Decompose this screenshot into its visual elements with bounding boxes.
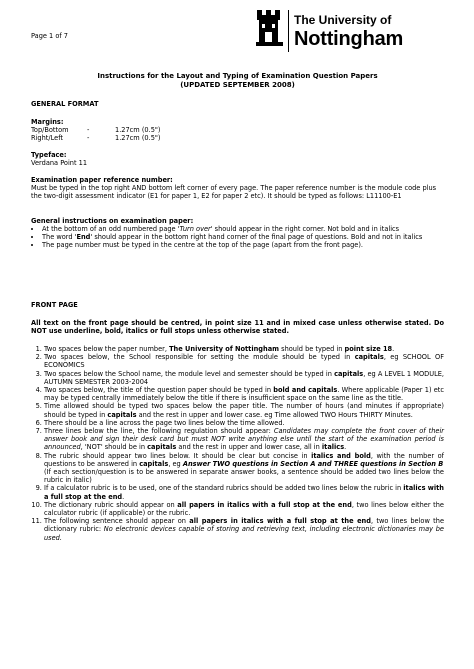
margin-label: Top/Bottom: [31, 126, 69, 134]
margin-value: 1.27cm (0.5"): [115, 126, 161, 134]
list-item: 1. Two spaces below the paper number, The University of Nottingham should be typed in point size 18.: [44, 345, 444, 353]
typeface-heading: Typeface:: [31, 151, 67, 159]
front-page-heading: FRONT PAGE: [31, 301, 78, 309]
margin-row: [31, 134, 444, 142]
general-instructions-list: [31, 225, 444, 250]
list-item: 8. The rubric should appear two lines below. It should be clear but concise in italics and bold, with the number of questions to be answered in capitals, eg Answer TWO questions in Section A and THREE questions in Section B (If each section/question is to be answered in separate answer books, a sentence should be added two lines below the rubric in italic): [44, 452, 444, 485]
castle-crest-icon: [256, 8, 286, 52]
margin-dash: -: [87, 126, 90, 134]
logo-divider: [288, 10, 289, 52]
list-item: 9. If a calculator rubric is to be used, one of the standard rubrics should be added two lines below the rubric in italics with a full stop at the end.: [44, 484, 444, 500]
margin-value: 1.27cm (0.5"): [115, 134, 161, 143]
reference-text: Must be typed in the top right AND bottom left corner of every page. The paper reference number is the module code plus the two-digit assessment indicator (E1 for paper 1, E2 for paper 2 etc). It should be typed as follows: L11100-E1: [31, 184, 437, 201]
title-line-1: Instructions for the Layout and Typing of Examination Question Papers: [97, 72, 378, 80]
document-title: [31, 72, 444, 90]
university-logo: [256, 8, 416, 58]
list-item: 6. There should be a line across the page two lines below the time allowed.: [44, 419, 444, 427]
list-item: 11. The following sentence should appear on all papers in italics with a full stop at the end, two lines below the dictionary rubric: No electronic devices capable of storing and retrieving text, including electronic dictionaries may be used.: [44, 517, 444, 542]
margin-dash: -: [87, 134, 90, 143]
margins-heading: Margins:: [31, 118, 64, 126]
list-item: • The word 'End' should appear in the bottom right hand corner of the final page of questions. Bold and not in italics: [42, 233, 444, 241]
typeface-value: Verdana Point 11: [31, 159, 88, 167]
list-item: • The page number must be typed in the centre at the top of the page (apart from the front page).: [42, 241, 444, 249]
margin-row: [31, 126, 444, 134]
list-item: 5. Time allowed should be typed two spaces below the paper title. The number of hours (and minutes if appropriate) should be typed in capitals and the rest in upper and lower case. eg Time allowed TWO Hours THIRTY Minutes.: [44, 402, 444, 418]
margin-label: Right/Left: [31, 134, 63, 143]
list-item: 7. Three lines below the line, the following regulation should appear: Candidates may complete the front cover of their answer book and sign their desk card but must NOT write anything else until the start of the examination period is announced, 'NOT' should be in capitals and the rest in upper and lower case, all in italics.: [44, 427, 444, 452]
list-item: 4. Two spaces below, the title of the question paper should be typed in bold and capitals. Where applicable (Paper 1) etc may be typed centrally immediately below the title if there is insufficient space on the same line as the title.: [44, 386, 444, 402]
front-page-intro: All text on the front page should be centred, in point size 11 and in mixed case unless otherwise stated. Do NOT use underline, bold, italics or full stops unless otherwise stated.: [31, 319, 444, 336]
list-item: 2. Two spaces below, the School responsible for setting the module should be typed in capitals, eg SCHOOL OF ECONOMICS: [44, 353, 444, 369]
list-item: 3. Two spaces below the School name, the module level and semester should be typed in capitals, eg A LEVEL 1 MODULE, AUTUMN SEMESTER 2003-2004: [44, 370, 444, 386]
list-item: 10. The dictionary rubric should appear on all papers in italics with a full stop at the end, two lines below either the calculator rubric (if applicable) or the rubric.: [44, 501, 444, 517]
title-line-2: (UPDATED SEPTEMBER 2008): [180, 81, 295, 89]
page-indicator: Page 1 of 7: [31, 32, 68, 40]
general-format-heading: GENERAL FORMAT: [31, 100, 99, 108]
general-instructions-heading: General instructions on examination paper:: [31, 217, 194, 225]
list-item: • At the bottom of an odd numbered page 'Turn over' should appear in the right corner. Not bold and in italics: [42, 225, 444, 233]
logo-line-2: Nottingham: [294, 28, 404, 50]
margins-table: [31, 126, 444, 142]
reference-heading: Examination paper reference number:: [31, 176, 173, 184]
logo-line-1: The University of: [294, 13, 392, 27]
front-page-list: [31, 345, 444, 542]
